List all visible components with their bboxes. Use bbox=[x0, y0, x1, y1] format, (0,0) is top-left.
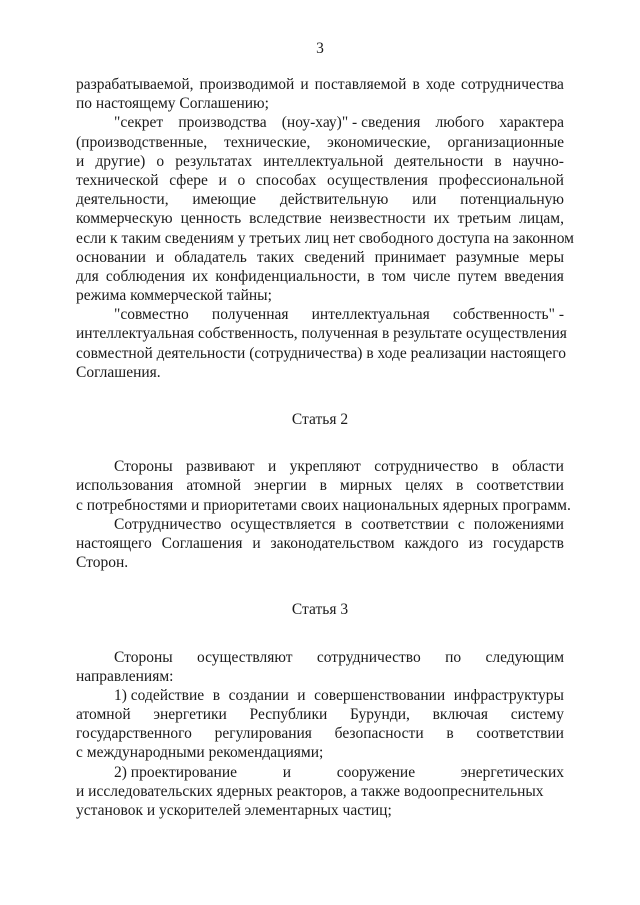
word: развивают bbox=[186, 458, 255, 476]
word: энергии bbox=[254, 477, 307, 495]
word: профессиональной bbox=[438, 171, 564, 189]
text-line bbox=[76, 496, 571, 515]
word: по bbox=[445, 648, 462, 666]
text-line bbox=[76, 686, 564, 705]
word: полученная bbox=[211, 306, 289, 324]
word: в bbox=[319, 477, 327, 495]
text-line bbox=[76, 782, 564, 801]
text-line bbox=[76, 209, 564, 228]
page-number: 3 bbox=[316, 40, 324, 57]
paragraph bbox=[76, 648, 564, 686]
word: безопасности bbox=[334, 725, 424, 743]
word: с международными рекомендациями; bbox=[76, 744, 324, 762]
text-line bbox=[76, 344, 564, 363]
word: включая bbox=[432, 706, 488, 724]
word: характера bbox=[499, 114, 564, 132]
word: ходе bbox=[425, 76, 456, 93]
text-line bbox=[76, 133, 564, 152]
word: сотрудничество bbox=[316, 648, 421, 666]
word: числе bbox=[412, 267, 451, 285]
word: лицам, bbox=[519, 210, 564, 228]
text-line bbox=[76, 94, 564, 113]
word: установок и ускорителей элементарных частиц; bbox=[76, 802, 392, 819]
word: мирных bbox=[339, 477, 393, 495]
word: (ноу-хау)" - сведения bbox=[281, 114, 421, 132]
word: в bbox=[344, 515, 353, 533]
word: следующим bbox=[485, 648, 564, 666]
word: Бурунди, bbox=[350, 706, 410, 724]
word: систему bbox=[510, 706, 564, 724]
word: Республики bbox=[249, 706, 328, 724]
word: введения bbox=[504, 267, 564, 285]
word: инфраструктуры bbox=[453, 686, 564, 704]
word: результатах bbox=[175, 152, 253, 170]
word: организационные bbox=[447, 133, 564, 151]
text-line bbox=[76, 113, 564, 132]
word: настоящего bbox=[76, 534, 152, 552]
word: укрепляют bbox=[289, 458, 361, 476]
word: осуществляют bbox=[197, 648, 293, 666]
paragraph bbox=[76, 75, 564, 113]
word: производства bbox=[178, 114, 267, 132]
text-line bbox=[76, 190, 564, 209]
word: третьим bbox=[457, 210, 512, 228]
word: и bbox=[282, 763, 292, 781]
word: и bbox=[252, 534, 261, 552]
word: собственность" - bbox=[452, 306, 564, 324]
word: ценность bbox=[180, 210, 242, 228]
word: неизвестности bbox=[329, 210, 426, 228]
word: интеллектуальной bbox=[263, 152, 384, 170]
word: их bbox=[192, 267, 209, 285]
word: создании bbox=[228, 686, 289, 704]
word: обладатель bbox=[174, 248, 247, 266]
word: из bbox=[468, 534, 484, 552]
word: сотрудничества bbox=[461, 76, 564, 93]
word: и bbox=[76, 152, 85, 170]
word: государственного bbox=[76, 725, 192, 743]
word: разрабатываемой, bbox=[76, 76, 194, 93]
text-line bbox=[76, 648, 564, 667]
article-heading: Статья 2 bbox=[291, 411, 349, 428]
word: деятельности bbox=[394, 152, 484, 170]
text-line bbox=[76, 515, 564, 534]
word: технической bbox=[76, 171, 159, 189]
word: (производственные, bbox=[76, 133, 208, 151]
word: Соглашения bbox=[161, 534, 243, 552]
text-line bbox=[76, 763, 564, 782]
word: атомной bbox=[76, 706, 131, 724]
word: и bbox=[218, 171, 227, 189]
word: и bbox=[297, 686, 306, 704]
word: интеллектуальная собственность, полученная в результате осуществления bbox=[76, 325, 567, 343]
word: области bbox=[512, 458, 564, 476]
text-line bbox=[76, 705, 564, 724]
word: целях bbox=[405, 477, 444, 495]
word: конфиденциальности, bbox=[215, 267, 361, 285]
word: основании bbox=[76, 248, 146, 266]
word: поставляемой bbox=[314, 76, 407, 93]
word: в bbox=[212, 686, 221, 704]
text-line bbox=[76, 801, 564, 820]
text-line bbox=[76, 743, 564, 762]
word: вследствие bbox=[249, 210, 322, 228]
paragraph bbox=[76, 515, 564, 573]
text-line bbox=[76, 724, 564, 743]
word: разумные bbox=[455, 248, 520, 266]
word: меры bbox=[529, 248, 564, 266]
word: если к таким сведениям у третьих лиц нет свободного доступа на законном bbox=[76, 229, 574, 247]
word: и исследовательских ядерных реакторов, а также водоопреснительных bbox=[76, 782, 544, 800]
word: сооружение bbox=[336, 763, 416, 781]
word: в bbox=[367, 267, 375, 285]
document-body bbox=[76, 75, 574, 820]
word: соблюдения bbox=[105, 267, 186, 285]
word: законодательством bbox=[270, 534, 395, 552]
word: о bbox=[156, 152, 165, 170]
word: их bbox=[433, 210, 450, 228]
word: регулирования bbox=[214, 725, 312, 743]
word: научно- bbox=[512, 152, 564, 170]
word: Сотрудничество bbox=[114, 515, 222, 533]
text-line bbox=[76, 476, 564, 495]
word: государств bbox=[492, 534, 564, 552]
word: Стороны bbox=[114, 458, 173, 476]
word: сотрудничество bbox=[374, 458, 479, 476]
paragraph bbox=[76, 457, 571, 515]
paragraph bbox=[76, 763, 564, 821]
text-line bbox=[76, 171, 564, 190]
paragraph bbox=[76, 686, 564, 763]
word: "секрет bbox=[114, 114, 164, 132]
word: осуществляется bbox=[230, 515, 336, 533]
article-heading: Статья 3 bbox=[291, 601, 349, 619]
text-line bbox=[76, 324, 567, 343]
word: Стороны bbox=[114, 648, 173, 666]
word: сведений bbox=[304, 248, 365, 266]
word: путем bbox=[457, 267, 498, 285]
word: соответствии bbox=[476, 725, 564, 743]
word: режима коммерческой тайны; bbox=[76, 287, 272, 305]
text-line bbox=[76, 553, 564, 572]
text-line bbox=[76, 534, 564, 553]
word: в bbox=[456, 477, 464, 495]
text-line bbox=[76, 363, 564, 382]
word: о bbox=[237, 171, 246, 189]
word: 1) содействие bbox=[114, 686, 205, 704]
word: соответствии bbox=[361, 515, 449, 533]
word: для bbox=[76, 267, 99, 285]
word: энергетических bbox=[460, 763, 564, 781]
word: действительную bbox=[279, 191, 389, 209]
word: способах bbox=[255, 171, 317, 189]
word: принимает bbox=[374, 248, 446, 266]
text-line bbox=[76, 286, 564, 305]
text-line bbox=[76, 267, 564, 286]
word: положениями bbox=[473, 515, 564, 533]
word: сфере bbox=[169, 171, 208, 189]
word: и bbox=[267, 458, 277, 476]
word: коммерческую bbox=[76, 210, 173, 228]
word: по настоящему Соглашению; bbox=[76, 95, 269, 113]
word: Соглашения. bbox=[76, 363, 161, 381]
word: том bbox=[381, 267, 406, 285]
paragraph bbox=[76, 305, 567, 382]
word: в bbox=[494, 152, 502, 170]
word: энергетики bbox=[153, 706, 227, 724]
word: "совместно bbox=[114, 306, 189, 324]
word: имеющие bbox=[192, 191, 257, 209]
word: потенциальную bbox=[460, 191, 564, 209]
word: другие) bbox=[95, 152, 146, 170]
word: производимой bbox=[199, 76, 295, 93]
word: таких bbox=[256, 248, 295, 266]
word: атомной bbox=[186, 477, 241, 495]
word: совершенствовании bbox=[314, 686, 446, 704]
word: и bbox=[300, 76, 309, 93]
text-line bbox=[76, 305, 564, 324]
word: деятельности, bbox=[76, 191, 169, 209]
word: совместной деятельности (сотрудничества) в ходе реализации настоящего bbox=[76, 344, 566, 362]
word: и bbox=[155, 248, 165, 266]
word: осуществления bbox=[327, 171, 428, 189]
word: экономические, bbox=[327, 133, 431, 151]
word: соответствии bbox=[476, 477, 564, 495]
text-line bbox=[76, 457, 564, 476]
word: интеллектуальная bbox=[311, 306, 430, 324]
word: Сторон. bbox=[76, 554, 129, 572]
word: в bbox=[491, 458, 499, 476]
word: использования bbox=[76, 477, 174, 495]
text-line bbox=[76, 248, 564, 267]
text-line bbox=[76, 667, 564, 686]
text-line bbox=[76, 152, 564, 171]
paragraph bbox=[76, 113, 574, 305]
word: каждого bbox=[404, 534, 459, 552]
word: в bbox=[412, 76, 420, 93]
word: технические, bbox=[224, 133, 311, 151]
word: или bbox=[412, 191, 437, 209]
word: 2) проектирование bbox=[114, 763, 238, 781]
word: любого bbox=[435, 114, 485, 132]
word: с потребностями и приоритетами своих национальных ядерных программ. bbox=[76, 496, 571, 514]
word: в bbox=[446, 725, 454, 743]
word: направлениям: bbox=[76, 667, 174, 685]
text-line bbox=[76, 75, 564, 94]
word: с bbox=[457, 515, 465, 533]
text-line bbox=[76, 229, 574, 248]
